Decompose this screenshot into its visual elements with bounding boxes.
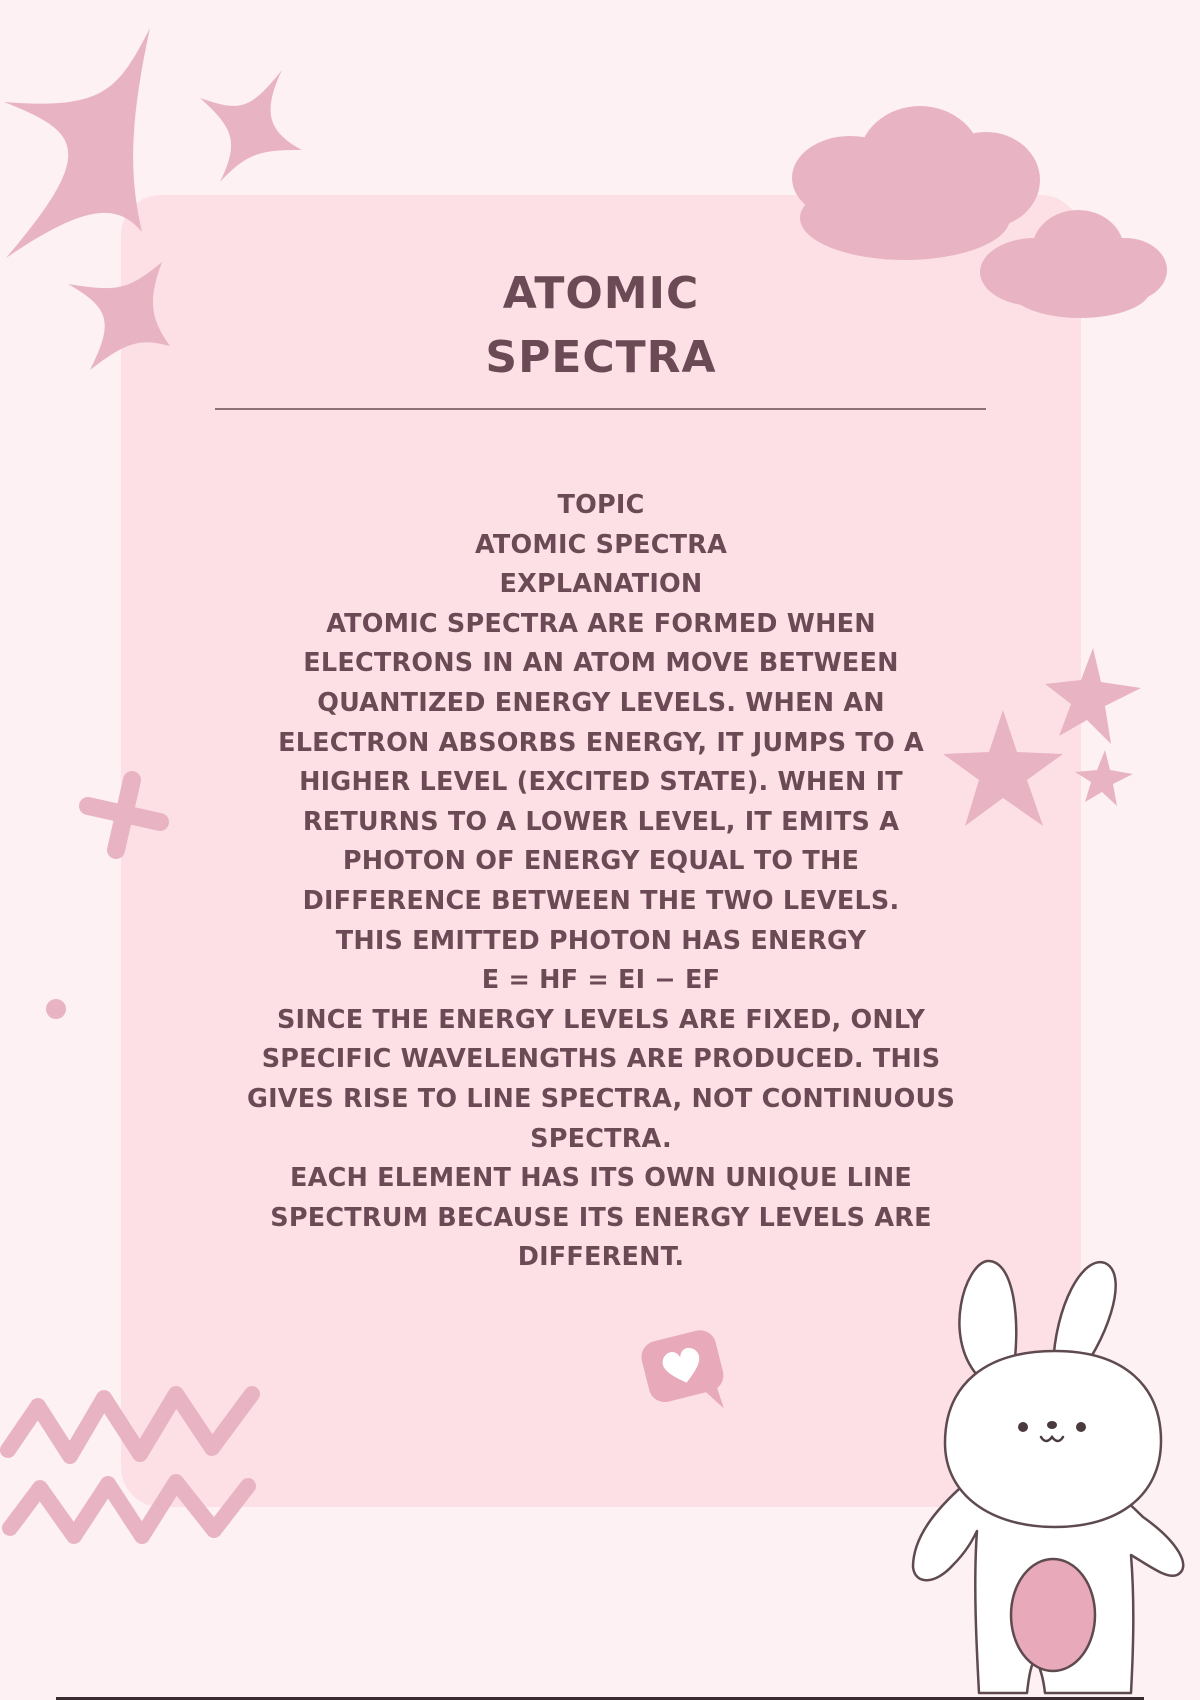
body-line: QUANTIZED ENERGY LEVELS. WHEN AN — [317, 687, 885, 718]
body-line: ATOMIC SPECTRA ARE FORMED WHEN — [326, 608, 876, 639]
body-line: GIVES RISE TO LINE SPECTRA, NOT CONTINUOUS — [246, 1083, 956, 1114]
body-line: PHOTON OF ENERGY EQUAL TO THE — [342, 846, 860, 877]
body-line: ELECTRON ABSORBS ENERGY, IT JUMPS TO A — [278, 727, 924, 758]
body-line: SPECIFIC WAVELENGTHS ARE PRODUCED. THIS — [261, 1044, 941, 1075]
title-divider — [215, 408, 986, 410]
plus-icon — [80, 770, 170, 860]
title-line-1: ATOMIC — [502, 268, 700, 319]
bunny-illustration — [905, 1255, 1200, 1700]
body-line: DIFFERENT. — [517, 1242, 685, 1273]
body-line: THIS EMITTED PHOTON HAS ENERGY — [335, 925, 867, 956]
body-line: EACH ELEMENT HAS ITS OWN UNIQUE LINE — [290, 1163, 912, 1194]
body-line: ELECTRONS IN AN ATOM MOVE BETWEEN — [303, 648, 899, 679]
body-line: SINCE THE ENERGY LEVELS ARE FIXED, ONLY — [276, 1004, 926, 1035]
heart-speech-bubble-icon — [638, 1322, 738, 1422]
body-line: SPECTRUM BECAUSE ITS ENERGY LEVELS ARE — [270, 1202, 932, 1233]
body-line: RETURNS TO A LOWER LEVEL, IT EMITS A — [302, 806, 900, 837]
page-title — [121, 262, 1081, 390]
zigzag-icon — [0, 1378, 270, 1548]
title-line-2: SPECTRA — [485, 332, 717, 383]
body-line: ATOMIC SPECTRA — [474, 529, 728, 560]
dot-icon — [44, 997, 68, 1021]
body-line: HIGHER LEVEL (EXCITED STATE). WHEN IT — [299, 767, 903, 798]
body-line: TOPIC — [557, 490, 645, 520]
body-line: E = HF = EI − EF — [481, 965, 721, 996]
body-line: SPECTRA. — [530, 1123, 672, 1154]
body-line: DIFFERENCE BETWEEN THE TWO LEVELS. — [302, 885, 900, 916]
body-line: EXPLANATION — [499, 569, 703, 600]
body-text — [221, 486, 981, 1278]
